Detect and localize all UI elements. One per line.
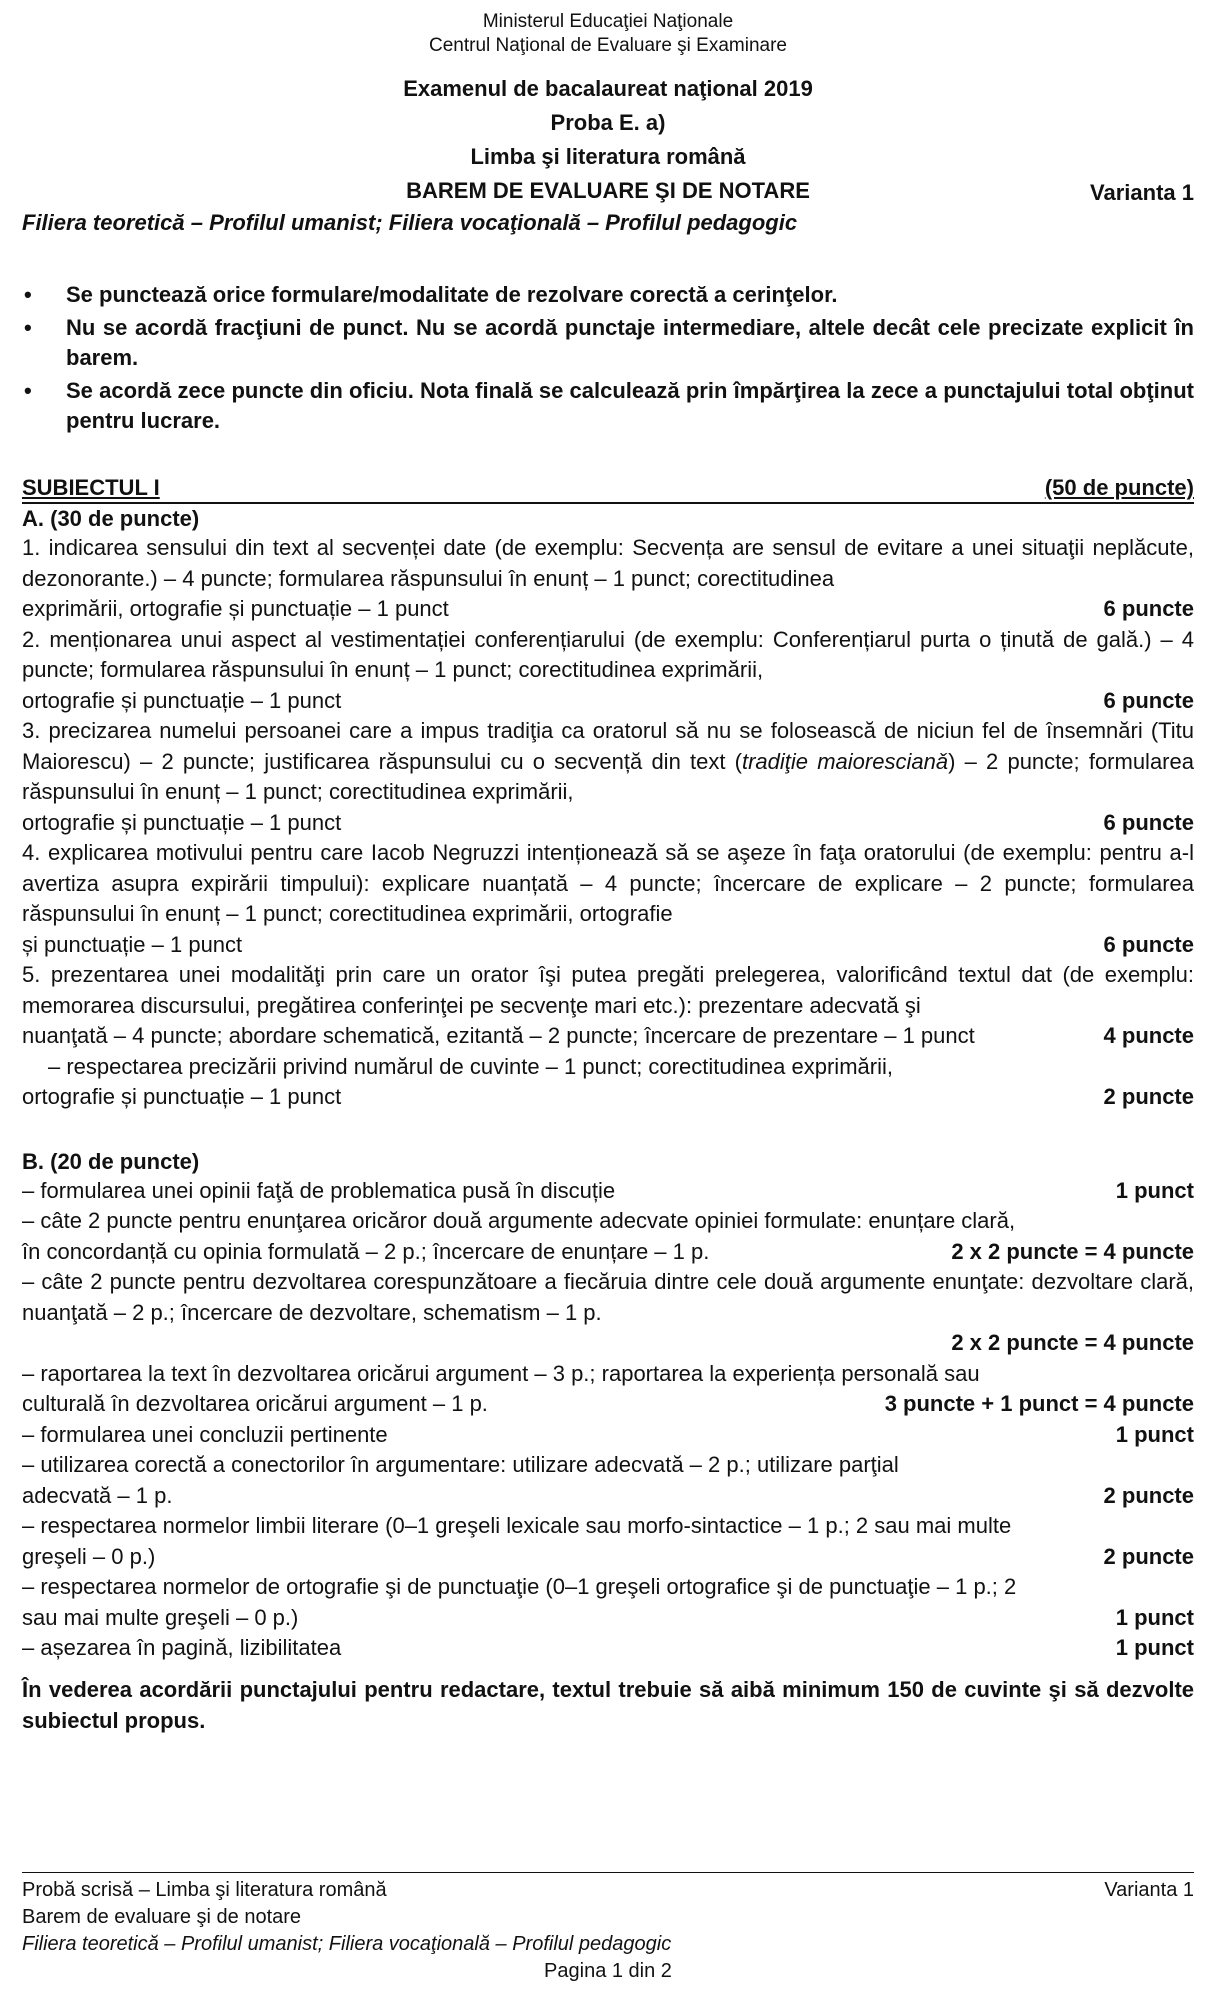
criterion-points: 1 punct [1115, 1635, 1194, 1660]
center-name: Centrul Naţional de Evaluare şi Examinare [428, 35, 787, 56]
criterion [22, 1511, 1194, 1572]
rule-item: • Se acordă zece puncte din oficiu. Nota finală se calculează prin împărţirea la zece a punctajului total obţinut pentru lucrare. [22, 376, 1194, 436]
subject-title: Limba şi literatura română [470, 144, 746, 169]
criterion-text: – așezarea în pagină, lizibilitatea [22, 1635, 342, 1660]
item-text [22, 716, 1194, 808]
item-1 [22, 533, 1194, 625]
criterion-last-text: culturală în dezvoltarea oricărui argument – 1 p. [22, 1391, 488, 1416]
item-extra-text: – respectarea precizării privind numărul de cuvinte – 1 punct; corectitudinea exprimării, [48, 1053, 893, 1079]
criterion-last-line [22, 1237, 1194, 1268]
item-last-line [22, 1021, 1194, 1052]
criterion-last-line [22, 1481, 1194, 1512]
section-a-title: A. (30 de puncte) [22, 506, 200, 531]
criterion-points: 2 puncte [1103, 1543, 1194, 1569]
item-text: 5. prezentarea unei modalităţi prin care un orator îşi putea pregăti prelegerea, valorificând textul dat (de exemplu: memorarea discursului, pregătirea conferinţei pe secvenţe mari etc.): prezentare adecvată şi [22, 962, 1194, 1018]
document-page [22, 10, 1194, 1736]
page-footer [22, 1872, 1194, 1985]
criterion [22, 1176, 1194, 1207]
criterion [22, 1572, 1194, 1633]
item-last-text: nuanţată – 4 puncte; abordare schematică, ezitantă – 2 puncte; încercare de prezentare – 1 punct [22, 1023, 975, 1048]
barem-row [22, 174, 1194, 254]
item-text: 2. menționarea unui aspect al vestimentației conferențiarului (de exemplu: Conferențiarul purta o ținută de gală.) – 4 puncte; formularea răspunsului în enunț – 1 punct; corectitudinea exprimării, [22, 626, 1194, 682]
criterion-last-text: sau mai multe greşeli – 0 p.) [22, 1604, 299, 1630]
criterion [22, 1450, 1194, 1511]
item-5 [22, 960, 1194, 1113]
criterion [22, 1420, 1194, 1451]
criterion-last-line [22, 1603, 1194, 1634]
criterion-points: 3 puncte + 1 punct = 4 puncte [884, 1391, 1194, 1416]
item-points: 6 puncte [1103, 931, 1194, 957]
rule-item: • Nu se acordă fracţiuni de punct. Nu se acordă punctaje intermediare, altele decât cele precizate explicit în barem. [22, 313, 1194, 373]
subiect-title: SUBIECTUL I [22, 475, 160, 500]
item-last-line [22, 594, 1194, 625]
criterion-text: – formularea unei opinii faţă de problematica pusă în discuție [22, 1177, 616, 1203]
item-text-a: 3. precizarea numelui persoanei care a impus tradiţia ca oratorul să nu se folosească de niciun fel de însemnări (Titu Maiorescu) – 2 puncte; justificarea răspunsului cu o secvență din text ( [22, 718, 1194, 774]
subiect-points: (50 de puncte) [1044, 475, 1194, 500]
criterion-points: 2 x 2 puncte = 4 puncte [951, 1330, 1194, 1355]
exam-title: Examenul de bacalaureat naţional 2019 [403, 76, 813, 101]
item-last-line [22, 930, 1194, 961]
item-points: 6 puncte [1103, 809, 1194, 835]
criterion-points: 2 puncte [1103, 1482, 1194, 1508]
criterion-text: – câte 2 puncte pentru dezvoltarea corespunzătoare a fiecăruia dintre cele două argumente enunţate: dezvoltare clară, nuanţată – 2 p.; încercare de dezvoltare, schematism – 1 p. [22, 1269, 1194, 1325]
item-last-line [22, 808, 1194, 839]
criterion-last-line [22, 1542, 1194, 1573]
ministry-name: Ministerul Educaţiei Naţionale [482, 11, 734, 32]
item-text: 4. explicarea motivului pentru care Iacob Negruzzi intenționează să se aşeze în faţa oratorului (de exemplu: pentru a-l avertiza asupra expirării timpului): explicare nuanțată – 4 puncte; încercare de explicare – 2 puncte; formularea răspunsului în enunț – 1 punct; corectitudinea exprimării, ortografie [22, 840, 1194, 926]
criterion-text: – respectarea normelor limbii literare (0–1 greşeli lexicale sau morfo-sintactice – 1 p.; 2 sau mai multe [22, 1513, 1012, 1538]
section-a [22, 504, 1194, 1113]
criterion-last-text: adecvată – 1 p. [22, 1482, 173, 1508]
item-last-text: și punctuație – 1 punct [22, 931, 243, 957]
item-last-text: exprimării, ortografie și punctuație – 1 punct [22, 596, 449, 621]
criterion [22, 1206, 1194, 1267]
final-note: În vederea acordării punctajului pentru redactare, textul trebuie să aibă minimum 150 de cuvinte şi să dezvolte subiectul propus. [22, 1676, 1194, 1733]
item-last-text: ortografie și punctuație – 1 punct [22, 687, 342, 713]
footer-varianta: Varianta 1 [1104, 1879, 1194, 1901]
criterion [22, 1359, 1194, 1420]
page-number: Pagina 1 din 2 [544, 1960, 672, 1982]
item-4 [22, 838, 1194, 960]
item-2 [22, 625, 1194, 717]
criterion-last-text: în concordanță cu opinia formulată – 2 p.; încercare de enunțare – 1 p. [22, 1238, 710, 1264]
item-text-b: ) – 2 puncte; formularea răspunsului în enunț – 1 punct; corectitudinea exprimării, [22, 748, 1194, 804]
criterion-points: 1 punct [1115, 1421, 1194, 1447]
criterion-text: – utilizarea corectă a conectorilor în argumentare: utilizare adecvată – 2 p.; utilizare parţial [22, 1452, 899, 1477]
item-text-italic: tradiţie maiorescianǎ [741, 748, 949, 774]
criterion-points: 2 x 2 puncte = 4 puncte [951, 1238, 1194, 1264]
criterion-text: – câte 2 puncte pentru enunţarea oricăror două argumente adecvate opiniei formulate: enunțare clară, [22, 1208, 1016, 1233]
criterion-text: – respectarea normelor de ortografie şi de punctuaţie (0–1 greşeli ortografice şi de punctuaţie – 1 p.; 2 [22, 1574, 1017, 1599]
criterion-text: – raportarea la text în dezvoltarea oricărui argument – 3 p.; raportarea la experiența personală sau [22, 1360, 980, 1386]
criterion-text: – formularea unei concluzii pertinente [22, 1421, 388, 1447]
item-extra-last-text: ortografie și punctuație – 1 punct [22, 1084, 342, 1109]
footer-filiera: Filiera teoretică – Profilul umanist; Filiera vocaţională – Profilul pedagogic [22, 1933, 672, 1955]
criterion [22, 1633, 1194, 1664]
criterion-last-line [22, 1389, 1194, 1420]
criterion-points: 1 punct [1115, 1604, 1194, 1630]
subiect-heading [22, 474, 1194, 504]
item-points: 6 puncte [1103, 596, 1194, 621]
proba-title: Proba E. a) [550, 110, 666, 135]
varianta-label: Varianta 1 [1090, 180, 1194, 205]
section-b [22, 1147, 1194, 1736]
item-last-line [22, 686, 1194, 717]
item-3 [22, 716, 1194, 838]
rule-item: • Se punctează orice formulare/modalitate de rezolvare corectă a cerinţelor. [22, 280, 1194, 310]
title-block [22, 72, 1194, 254]
footer-proba: Probă scrisă – Limba şi literatura română [22, 1879, 387, 1901]
item-text: 1. indicarea sensului din text al secvenței date (de exemplu: Secvența are sensul de evitare a unei situaţii neplăcute, dezonorante.) – 4 puncte; formularea răspunsului în enunț – 1 punct; corectitudinea [22, 535, 1194, 591]
ministry-header [22, 10, 1194, 58]
section-b-title: B. (20 de puncte) [22, 1148, 200, 1174]
footer-barem: Barem de evaluare şi de notare [22, 1906, 302, 1928]
criterion-last-text: greşeli – 0 p.) [22, 1543, 156, 1569]
barem-title: BAREM DE EVALUARE ŞI DE NOTARE [406, 178, 810, 203]
item-extra-points: 2 puncte [1103, 1084, 1194, 1109]
item-points: 6 puncte [1103, 687, 1194, 713]
item-extra-last-line [22, 1082, 1194, 1113]
item-points: 4 puncte [1103, 1023, 1194, 1048]
criterion [22, 1267, 1194, 1359]
criterion-points: 1 punct [1115, 1177, 1194, 1203]
footer-row [22, 1877, 1194, 1904]
rules-list [22, 280, 1194, 436]
item-last-text: ortografie și punctuație – 1 punct [22, 809, 342, 835]
filiera-label: Filiera teoretică – Profilul umanist; Filiera vocaţională – Profilul pedagogic [22, 210, 798, 235]
